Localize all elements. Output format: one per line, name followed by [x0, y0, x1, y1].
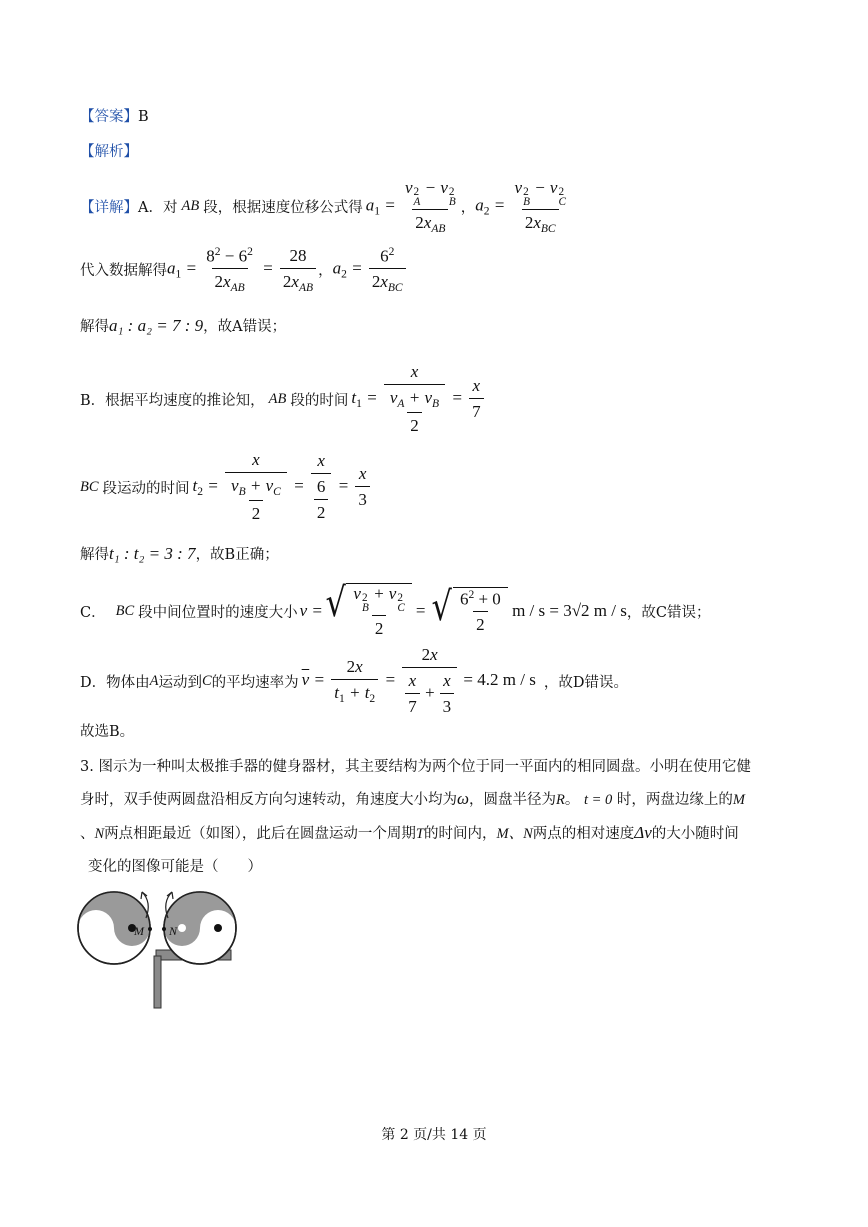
detail-a-intro: A．对: [138, 200, 178, 217]
answer-label: 【答案】: [80, 109, 138, 125]
comma: ，: [318, 263, 333, 280]
formula-a2: $a_2$ = v 2 B − v 2 C $2x_{BC}$: [475, 178, 566, 236]
result-b-line: 解得t₁ : t₂ = 3 : 7，故B正确；: [80, 544, 279, 563]
question-line-3: 、N两点相距最近（如图），此后在圆盘运动一个周期T的时间内，M、N两点的相对速度Δv的大小随时间: [80, 823, 739, 842]
result-a-line: 解得a₁ : a₂ = 7 : 9，故A错误；: [80, 316, 287, 335]
result-a-value: a₁ : a₂ = 7 : 9: [109, 316, 204, 335]
detail-d-line: D．物体由 A 运动到 C 的平均速率为 $\overline{v}$ = $\frac{2x}{t_1 + t_2}$ = 2x $\frac{x}{7}$ + $\frac{x}{3}$ = 4.2 m / s ，故D错误。: [80, 645, 628, 716]
analysis-label: 【解析】: [80, 144, 138, 160]
label-m: M: [134, 924, 144, 938]
detail-a-text: 段，根据速度位移公式得: [203, 200, 363, 217]
segment-bc: BC: [80, 478, 99, 495]
sub-intro: 代入数据解得: [80, 263, 167, 280]
segment-ab: AB: [181, 198, 200, 215]
detail-b-line: B．根据平均速度的推论知， AB 段的时间 $t_1$ = $\frac{x}{\frac{v_A + v_B}{2}}$ = $\frac{x}{7}$: [80, 362, 486, 436]
question-line-2: 身时，双手使两圆盘沿相反方向匀速转动，角速度大小均为ω，圆盘半径为R。 t = 0 时，两盘边缘上的M: [80, 789, 746, 808]
b-intro: B．根据平均速度的推论知，: [80, 392, 265, 409]
question-line-4: 变化的图像可能是（ ）: [88, 859, 262, 875]
formula-t1: $t_1$ = $\frac{x}{\frac{v_A + v_B}{2}}$ = $\frac{x}{7}$: [351, 362, 485, 436]
answer-value: B: [138, 109, 149, 125]
formula-t2: $t_2$ = $\frac{x}{\frac{v_B + v_C}{2}}$ = $\frac{x}{\frac{6}{2}}$ = $\frac{x}{3}$: [193, 450, 372, 524]
answer-line: [80, 105, 149, 126]
formula-a1: $a_1$ = v 2 A − v 2 B $2x_{AB}$: [365, 178, 456, 236]
detail-bc-line: BC 段运动的时间 $t_2$ = $\frac{x}{\frac{v_B + v_C}{2}}$ = $\frac{x}{\frac{6}{2}}$ = $\frac{x}{3}$: [80, 450, 372, 524]
substitution-line: [80, 245, 408, 294]
detail-c-line: C． BC 段中间位置时的速度大小 v = √ v 2 B + v 2 C 2 = √ $\frac{6^2 + 0}{2}$ m / s = 3√2 m / s ，故C错误；: [80, 580, 711, 639]
comma: ，: [460, 200, 476, 217]
label-n: N: [169, 924, 178, 938]
page-footer: 第 2 页/共 14 页: [381, 1127, 487, 1143]
question-line-1: 3. 图示为一种叫太极推手器的健身器材，其主要结构为两个位于同一平面内的相同圆盘。小明在使用它健: [80, 759, 751, 775]
formula-v: v =: [299, 601, 323, 621]
detail-label: 【详解】: [80, 200, 138, 217]
detail-a-line: [80, 178, 571, 235]
taichi-device-figure: [76, 888, 246, 1013]
formula-a1-values: $a_1$ = $\frac{8^2 - 6^2}{2x_{AB}}$ = $\frac{28}{2x_{AB}}$: [167, 245, 318, 294]
v-result: m / s = 3√2 m / s: [507, 601, 627, 621]
formula-a2-values: $a_2$ = $\frac{6^2}{2x_{BC}}$: [333, 245, 408, 294]
result-b-value: t₁ : t₂ = 3 : 7: [109, 544, 196, 563]
choose-line: 故选B。: [80, 724, 135, 740]
sqrt-v: √ v 2 B + v 2 C 2: [323, 583, 412, 639]
sqrt-values: √ $\frac{6^2 + 0}{2}$: [429, 587, 507, 635]
stand-post: [154, 956, 161, 1008]
formula-avg-rate: $\overline{v}$ = $\frac{2x}{t_1 + t_2}$ = 2x $\frac{x}{7}$ + $\frac{x}{3}$ = 4.2 m / s: [301, 645, 536, 716]
